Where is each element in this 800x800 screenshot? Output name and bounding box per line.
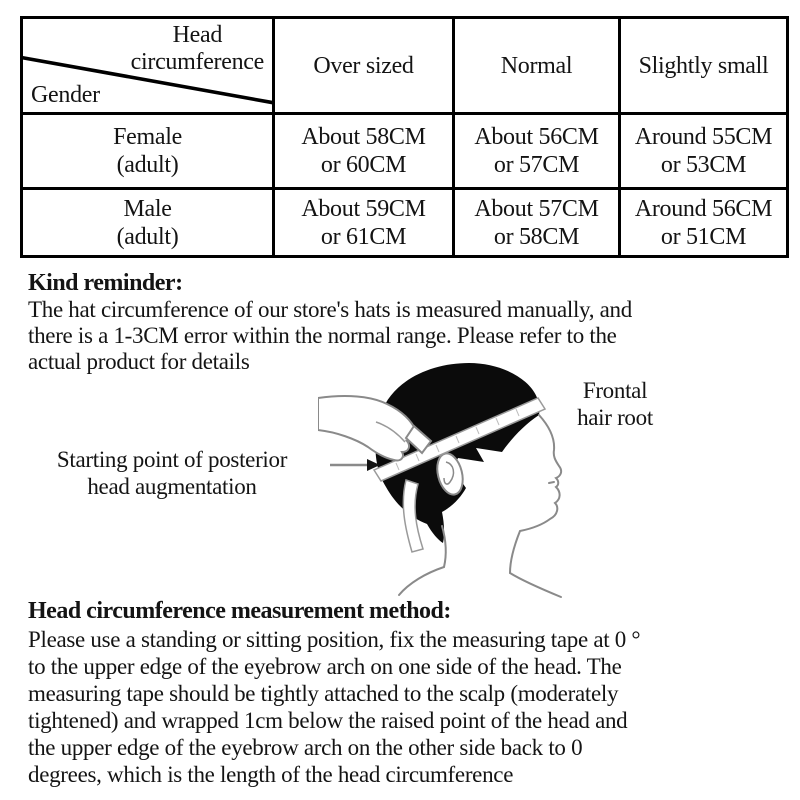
label-line: Starting point of posterior bbox=[56, 447, 288, 472]
paragraph-line: degrees, which is the length of the head circumference bbox=[28, 762, 514, 787]
label-line: Frontal bbox=[582, 378, 648, 403]
column-header-over-sized: Over sized bbox=[274, 18, 454, 114]
measurement-method-paragraph bbox=[28, 626, 640, 788]
cell-line: or 53CM bbox=[660, 152, 747, 178]
cell-line: About 58CM bbox=[301, 124, 426, 150]
table-row-female bbox=[22, 114, 788, 189]
cell-line: or 58CM bbox=[493, 223, 580, 250]
corner-label-head-circumference bbox=[131, 22, 264, 76]
cell-female-oversized bbox=[274, 114, 454, 189]
cell-line: About 56CM bbox=[474, 124, 599, 150]
corner-label-gender: Gender bbox=[31, 82, 100, 108]
measurement-method-heading: Head circumference measurement method: bbox=[28, 598, 451, 624]
corner-header-cell bbox=[22, 18, 274, 114]
cell-line: About 59CM bbox=[301, 195, 426, 222]
cell-line: About 57CM bbox=[474, 195, 599, 222]
label-line: head augmentation bbox=[87, 474, 257, 499]
cell-line: or 57CM bbox=[493, 152, 580, 178]
cell-male-slightly-small bbox=[620, 189, 788, 257]
cell-female-normal bbox=[454, 114, 620, 189]
cell-line: or 61CM bbox=[320, 223, 407, 250]
cell-line: Around 56CM bbox=[634, 195, 773, 222]
paragraph-line: actual product for details bbox=[28, 349, 250, 374]
size-table bbox=[20, 16, 789, 258]
cell-line: (adult) bbox=[116, 152, 179, 178]
paragraph-line: the upper edge of the eyebrow arch on the other side back to 0 bbox=[28, 735, 583, 760]
cell-line: or 51CM bbox=[660, 223, 747, 250]
cell-line: Male bbox=[123, 195, 172, 222]
column-header-slightly-small: Slightly small bbox=[620, 18, 788, 114]
paragraph-line: Please use a standing or sitting position, fix the measuring tape at 0 ° bbox=[28, 627, 641, 652]
paragraph-line: measuring tape should be tightly attached to the scalp (moderately bbox=[28, 681, 619, 706]
paragraph-line: to the upper edge of the eyebrow arch on one side of the head. The bbox=[28, 654, 622, 679]
paragraph-line: there is a 1-3CM error within the normal range. Please refer to the bbox=[28, 323, 617, 348]
cell-line: or 60CM bbox=[320, 152, 407, 178]
cell-line: Female bbox=[113, 124, 182, 150]
column-header-normal: Normal bbox=[454, 18, 620, 114]
corner-label-line: circumference bbox=[130, 49, 264, 75]
corner-label-line: Head bbox=[172, 22, 223, 48]
cell-male-normal bbox=[454, 189, 620, 257]
cell-line: Around 55CM bbox=[634, 124, 773, 150]
label-posterior-starting-point bbox=[16, 446, 328, 500]
paragraph-line: The hat circumference of our store's hats is measured manually, and bbox=[28, 297, 632, 322]
row-header-female bbox=[22, 114, 274, 189]
cell-female-slightly-small bbox=[620, 114, 788, 189]
cell-male-oversized bbox=[274, 189, 454, 257]
label-line: hair root bbox=[577, 405, 653, 430]
label-frontal-hair-root bbox=[540, 377, 690, 431]
paragraph-line: tightened) and wrapped 1cm below the raised point of the head and bbox=[28, 708, 628, 733]
posterior-point-arrow bbox=[330, 459, 380, 471]
table-row-male bbox=[22, 189, 788, 257]
cell-line: (adult) bbox=[116, 223, 179, 250]
kind-reminder-heading: Kind reminder: bbox=[28, 270, 183, 296]
row-header-male bbox=[22, 189, 274, 257]
